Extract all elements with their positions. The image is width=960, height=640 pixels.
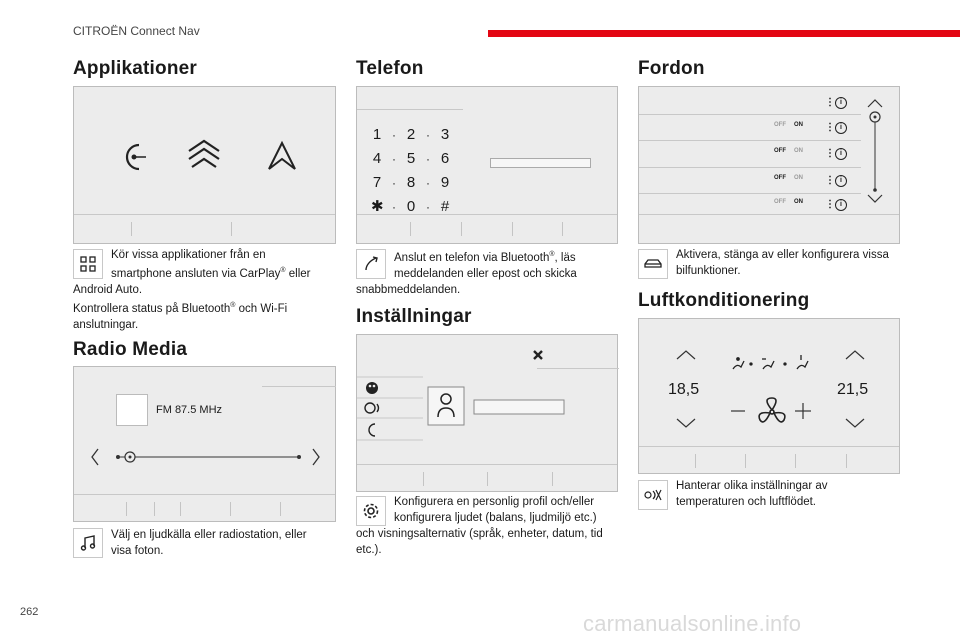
fordon-desc-line1: Aktivera, stänga av eller konfigurera vissa <box>676 249 889 261</box>
radio-tuning-bar <box>74 437 337 477</box>
applikationer-screen <box>73 86 336 244</box>
moon-icon <box>369 424 375 436</box>
airflow-mode-icons <box>733 355 808 369</box>
telefon-screen <box>356 86 618 244</box>
installningar-screen-icons <box>357 335 619 465</box>
palette-icon <box>366 382 378 394</box>
radio-desc-line2: visa foton. <box>111 545 164 557</box>
section-title-installningar: Inställningar <box>356 306 472 327</box>
connect-app-icon <box>127 145 146 169</box>
radio-description <box>73 527 343 559</box>
luft-desc-line1: Hanterar olika inställningar av <box>676 480 828 492</box>
telefon-description: Anslut en telefon via Bluetooth®, läs meddelanden eller epost och skicka snabbmeddelanden. <box>356 247 626 298</box>
luft-screen <box>638 318 900 474</box>
luft-screen-bottombar <box>639 446 899 473</box>
keypad-key: 8 <box>406 174 416 191</box>
applikationer-desc-line5: anslutningar. <box>73 318 139 331</box>
sound-settings-icon <box>365 403 379 413</box>
luft-description <box>638 478 908 510</box>
section-title-luftkonditionering: Luftkonditionering <box>638 290 810 311</box>
installningar-desc-line1: Konfigurera en personlig profil och/eller <box>394 496 595 508</box>
page-number: 262 <box>20 606 39 618</box>
installningar-description <box>356 494 626 558</box>
section-title-radio-media: Radio Media <box>73 339 188 360</box>
applikationer-desc-line1: Kör vissa applikationer från en <box>111 249 266 261</box>
luft-desc-line2: temperaturen och luftflödet. <box>676 496 816 508</box>
watermark-text: carmanualsonline.info <box>583 611 802 636</box>
telefon-screen-bottombar <box>357 214 617 243</box>
keypad-row: 7 · 8 · 9 <box>371 171 451 195</box>
citroen-chevrons-icon <box>189 141 219 167</box>
applikationer-screen-bottombar <box>74 214 335 243</box>
temp-left-label: 18,5 <box>668 381 700 398</box>
applikationer-screen-icons <box>74 87 337 217</box>
radio-screen-bottombar <box>74 494 335 521</box>
fordon-desc-line2: bilfunktioner. <box>676 265 741 277</box>
installningar-screen <box>356 334 618 492</box>
keypad-key: 7 <box>372 174 382 191</box>
installningar-desc-line3: och visningsalternativ (språk, enheter, datum, tid <box>356 528 603 540</box>
applikationer-desc-line2a: smartphone ansluten via CarPlay <box>111 267 281 280</box>
keypad-key: 1 <box>372 126 382 143</box>
radio-screen <box>73 366 336 522</box>
keypad-key: 9 <box>440 174 450 191</box>
radio-desc-line1: Välj en ljudkälla eller radiostation, eller <box>111 529 307 541</box>
radio-station-label: FM 87.5 MHz <box>156 404 223 416</box>
header-red-bar <box>488 30 960 37</box>
telefon-desc-line3: snabbmeddelanden. <box>356 283 461 296</box>
keypad-row: 4 · 5 · 6 <box>371 147 451 171</box>
section-title-telefon: Telefon <box>356 58 424 79</box>
keypad-key: 5 <box>406 150 416 167</box>
telefon-desc-line1: Anslut en telefon via Bluetooth <box>394 251 550 264</box>
fordon-toggle-1: OFF ON <box>774 122 803 128</box>
keypad-key: ✱ <box>371 198 384 215</box>
close-icon <box>534 351 542 359</box>
fordon-toggle-2: OFF ON <box>774 148 803 154</box>
applikationer-description: Kör vissa applikationer från en smartphone ansluten via CarPlay® eller Android Auto. Kontrollera status på Bluetooth® och Wi-Fi anslutningar. <box>73 247 343 333</box>
fordon-screen-bottombar <box>639 214 899 243</box>
fan-icon <box>759 398 785 422</box>
radio-artwork-box <box>116 394 148 426</box>
section-title-applikationer: Applikationer <box>73 58 198 79</box>
telefon-number-field <box>490 158 591 168</box>
keypad-row: 1 · 2 · 3 <box>371 123 451 147</box>
keypad-key: 2 <box>406 126 416 143</box>
applikationer-desc-line4: Kontrollera status på Bluetooth <box>73 302 231 315</box>
installningar-desc-line2: konfigurera ljudet (balans, ljudmiljö etc.) <box>394 512 597 524</box>
keypad-key: 0 <box>406 198 416 215</box>
android-auto-icon <box>269 143 295 169</box>
fordon-toggle-4: OFF ON <box>774 199 803 205</box>
keypad-key: 3 <box>440 126 450 143</box>
fordon-toggle-3: OFF ON <box>774 175 803 181</box>
keypad-key: # <box>440 198 450 215</box>
keypad-row: ✱ · 0 · # <box>371 195 451 219</box>
installningar-screen-bottombar <box>357 464 617 491</box>
telefon-keypad <box>371 123 451 219</box>
fordon-screen: ⋮ i OFF ON ⋮ i OFF ON ⋮ i OFF ON ⋮ i OFF ON ⋮ i <box>638 86 900 244</box>
fordon-description <box>638 247 908 279</box>
fordon-scrollbar <box>861 87 901 217</box>
telefon-desc-line2: meddelanden eller epost och skicka <box>394 267 577 280</box>
keypad-key: 4 <box>372 150 382 167</box>
keypad-key: 6 <box>440 150 450 167</box>
section-title-fordon: Fordon <box>638 58 705 79</box>
running-header: CITROËN Connect Nav <box>73 24 200 38</box>
applikationer-desc-line3: Android Auto. <box>73 283 143 296</box>
temp-right-label: 21,5 <box>837 381 869 398</box>
installningar-desc-line4: etc.). <box>356 544 382 556</box>
